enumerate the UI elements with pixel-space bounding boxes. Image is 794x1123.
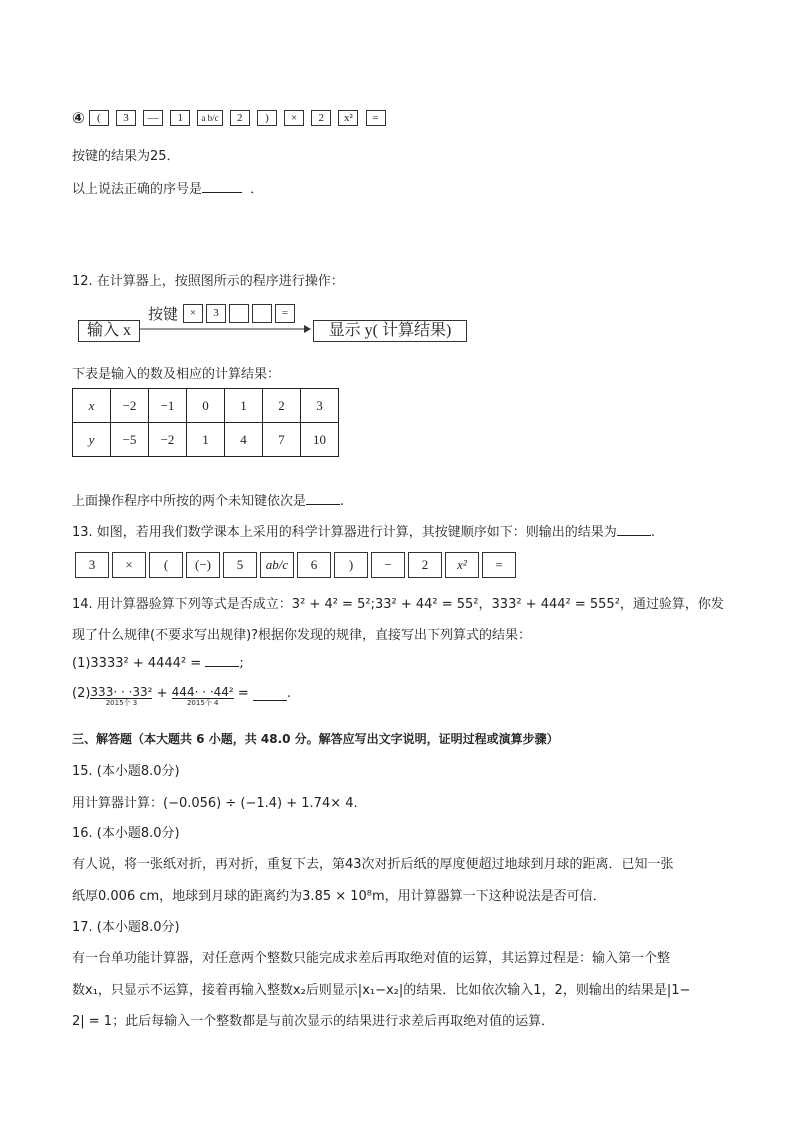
q16-line2: 纸厚0.006 cm，地球到月球的距离约为3.85 × 10⁸m，用计算器算一下这种说法是否可信． — [72, 889, 606, 904]
calc-key: = — [482, 552, 516, 578]
table-cell: 4 — [225, 423, 263, 457]
answer-blank[interactable] — [202, 192, 242, 193]
flow-arrow — [140, 324, 312, 334]
calc-key: 3 — [206, 304, 226, 323]
calc-key: x² — [338, 110, 358, 126]
calc-key: × — [183, 304, 203, 323]
table-row — [73, 423, 339, 457]
table-row — [73, 389, 339, 423]
calc-key: ) — [257, 110, 277, 126]
calc-key: 1 — [170, 110, 190, 126]
q16-line1: 有人说，将一张纸对折，再对折，重复下去，第43次对折后纸的厚度便超过地球到月球的距离．已知一张 — [72, 857, 674, 872]
unknown-key — [252, 304, 272, 323]
unknown-key — [229, 304, 249, 323]
brace-term-3: 333· · ·33² 2015个 3 — [90, 685, 153, 707]
q13-stem: 13. 如图，若用我们数学课本上采用的科学计算器进行计算，其按键顺序如下：则输出的结果为 . — [72, 525, 655, 540]
table-cell: 10 — [301, 423, 339, 457]
q12-keys — [183, 304, 298, 323]
table-cell: y — [73, 423, 111, 457]
calc-key: 6 — [297, 552, 331, 578]
calc-key: ab/c — [260, 552, 294, 578]
q17-label: 17. (本小题8.0分) — [72, 920, 180, 935]
q13-key-sequence — [75, 552, 519, 578]
calc-key: 3 — [116, 110, 136, 126]
brace-term-4: 444· · ·44² 2015个 4 — [171, 685, 234, 707]
answer-blank[interactable] — [253, 686, 287, 701]
q12-question: 上面操作程序中所按的两个未知键依次是 . — [72, 494, 345, 509]
q12-stem: 12. 在计算器上，按照图所示的程序进行操作： — [72, 274, 344, 289]
calc-key: ( — [89, 110, 109, 126]
calc-key: 5 — [223, 552, 257, 578]
q12-value-table — [72, 388, 339, 457]
calc-key: (−) — [186, 552, 220, 578]
calc-key: ) — [334, 552, 368, 578]
answer-blank[interactable] — [306, 504, 340, 505]
q17-line2: 数x₁，只显示不运算，接着再输入整数x₂后则显示|x₁−x₂|的结果．比如依次输入1，2，则输出的结果是|1− — [72, 983, 691, 998]
calc-key: 2 — [311, 110, 331, 126]
q17-line3: 2| = 1；此后每输入一个整数都是与前次显示的结果进行求差后再取绝对值的运算． — [72, 1014, 555, 1029]
table-cell: −2 — [111, 389, 149, 423]
calc-key: × — [284, 110, 304, 126]
q14-part1: (1)3333² + 4444² = ; — [72, 656, 244, 671]
calc-key: × — [112, 552, 146, 578]
q17-line1: 有一台单功能计算器，对任意两个整数只能完成求差后再取绝对值的运算，其运算过程是：输入第一个整 — [72, 951, 671, 966]
q14-stem-b: 现了什么规律(不要求写出规律)?根据你发现的规律，直接写出下列算式的结果： — [72, 628, 532, 643]
press-label: 按键 — [148, 307, 179, 323]
table-cell: 2 — [263, 389, 301, 423]
calc-key: 2 — [230, 110, 250, 126]
table-cell: −2 — [149, 423, 187, 457]
table-cell: −5 — [111, 423, 149, 457]
q12-table-intro: 下表是输入的数及相应的计算结果： — [72, 367, 281, 382]
input-box: 输入 x — [78, 320, 140, 342]
calc-key: — — [143, 110, 163, 126]
q11-question: 以上说法正确的序号是 ． — [72, 182, 264, 197]
table-cell: 1 — [187, 423, 225, 457]
table-cell: 3 — [301, 389, 339, 423]
calc-key: ( — [149, 552, 183, 578]
calc-key: 2 — [408, 552, 442, 578]
table-cell: x — [73, 389, 111, 423]
section-heading: 三、解答题（本大题共 6 小题，共 48.0 分。解答应写出文字说明，证明过程或演算步骤） — [72, 732, 559, 746]
option-marker: ④ — [72, 109, 85, 127]
calc-key: a b/c — [197, 110, 222, 126]
q14-part2: (2) 333· · ·33² 2015个 3 + 444· · ·44² 2015个 4 = . — [72, 685, 292, 707]
calc-key: x² — [445, 552, 479, 578]
answer-blank[interactable] — [617, 535, 651, 536]
q15-label: 15. (本小题8.0分) — [72, 764, 180, 779]
answer-blank[interactable] — [205, 666, 239, 667]
q15-body: 用计算器计算：(−0.056) ÷ (−1.4) + 1.74× 4. — [72, 796, 358, 811]
table-cell: 0 — [187, 389, 225, 423]
calc-key: = — [275, 304, 295, 323]
calc-key: − — [371, 552, 405, 578]
output-box: 显示 y( 计算结果) — [313, 320, 467, 342]
q14-stem-a: 14. 用计算器验算下列等式是否成立：3² + 4² = 5²;33² + 44² = 55²，333² + 444² = 555²，通过验算，你发 — [72, 597, 724, 612]
calc-key: 3 — [75, 552, 109, 578]
q11-option4-keys — [72, 109, 389, 127]
q11-option4-result: 按键的结果为25． — [72, 149, 180, 164]
table-cell: −1 — [149, 389, 187, 423]
table-cell: 7 — [263, 423, 301, 457]
q16-label: 16. (本小题8.0分) — [72, 826, 180, 841]
calc-key: = — [366, 110, 386, 126]
table-cell: 1 — [225, 389, 263, 423]
